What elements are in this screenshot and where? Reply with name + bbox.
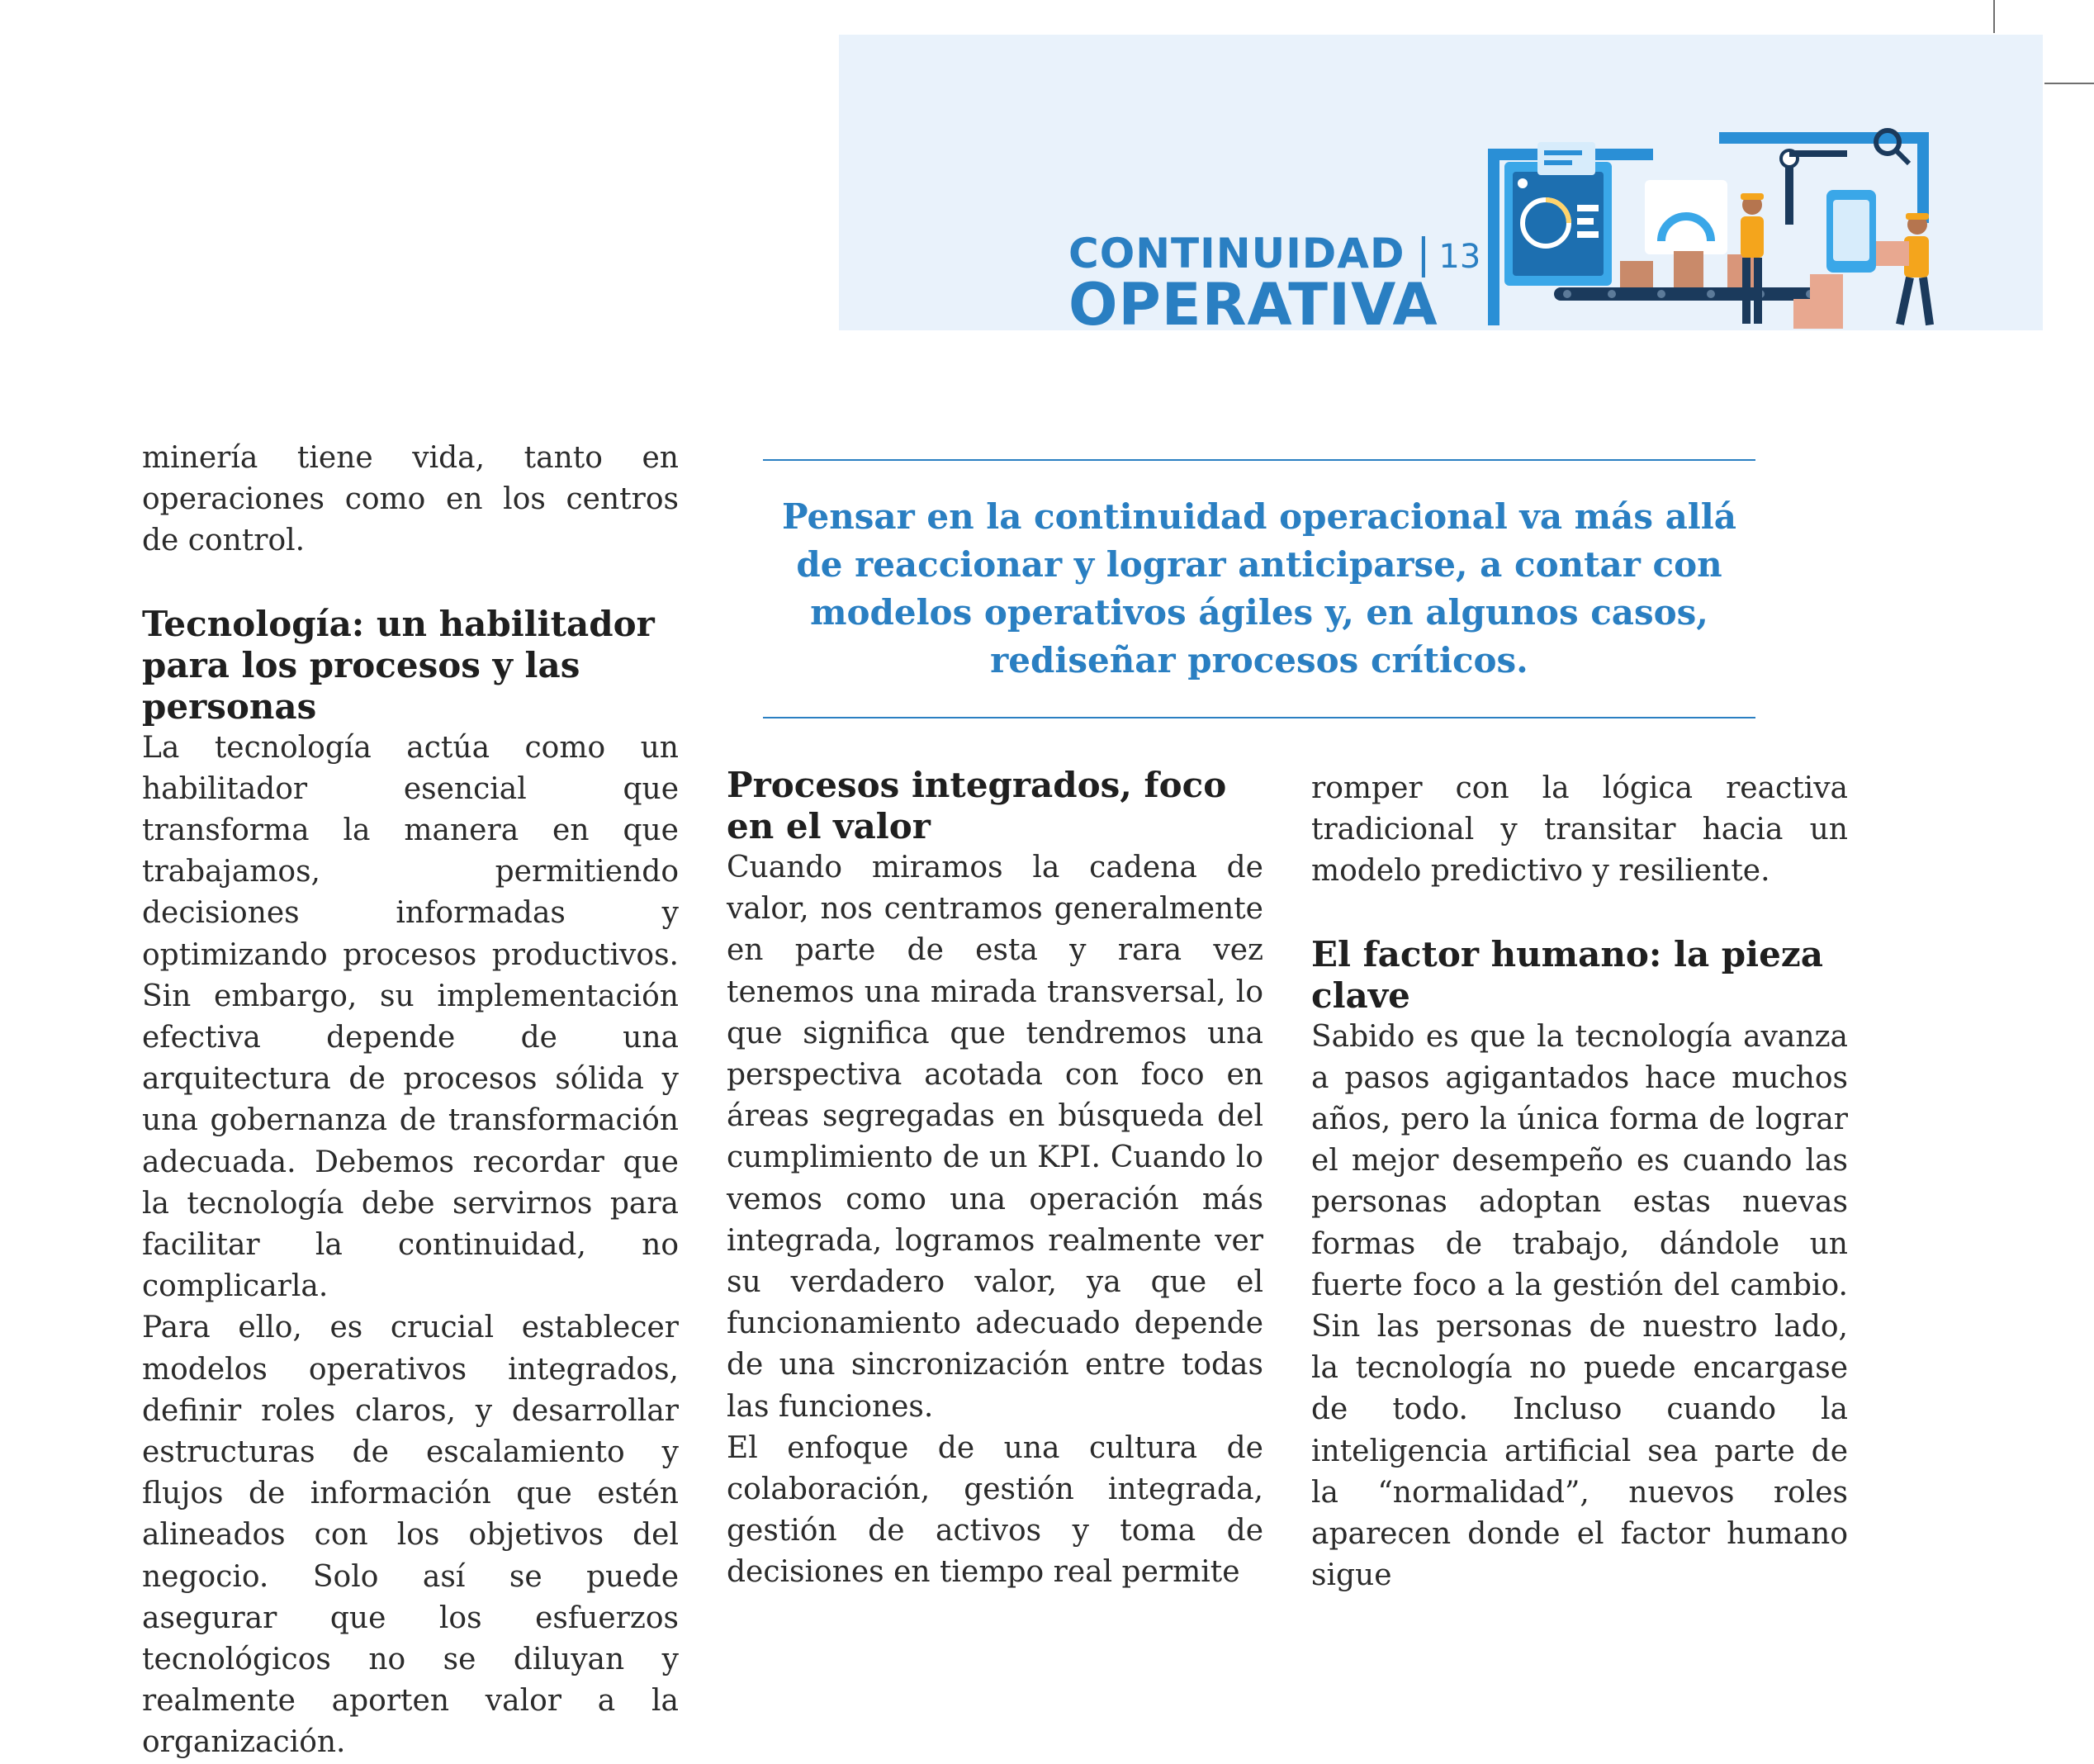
pull-quote-text: Pensar en la continuidad operacional va más allá de reaccionar y lograr anticiparse, a contar con modelos operativos ágiles y, en algunos casos, rediseñar procesos críticos. bbox=[782, 496, 1736, 680]
paragraph: La tecnología actúa como un habilitador esencial que transforma la manera en que trabajamos, permitiendo decisiones informadas y optimizando procesos productivos. Sin embargo, su implementación efectiva depende de una arquitectura de procesos sólida y una gobernanza de transformación adecuada. Debemos recordar que la tecnología debe servirnos para facilitar la continuidad, no complicarla. bbox=[142, 730, 679, 1304]
section-title-line1: CONTINUIDAD bbox=[1068, 230, 1405, 277]
heading-factor-humano: El factor humano: la pieza clave bbox=[1311, 933, 1823, 1016]
paragraph-intro: minería tiene vida, tanto en operaciones como en los centros de control. bbox=[142, 441, 679, 558]
section-title bbox=[1068, 230, 1481, 339]
paragraph: Para ello, es crucial establecer modelos operativos integrados, definir roles claros, y desarrollar estructuras de escalamiento y flujos de información que estén alineados con los objetivos del negocio. Solo así se puede asegurar que los esfuerzos tecnológicos no se diluyan y realmente aporten valor a la organización. bbox=[142, 1311, 679, 1760]
pull-quote bbox=[763, 459, 1755, 718]
crop-mark-horizontal bbox=[2044, 83, 2094, 84]
column-middle bbox=[727, 765, 1263, 1594]
section-banner bbox=[839, 35, 2043, 339]
column-right bbox=[1311, 768, 1848, 1596]
page-number: 13 bbox=[1438, 238, 1481, 276]
heading-procesos: Procesos integrados, foco en el valor bbox=[727, 765, 1227, 846]
title-separator: | bbox=[1416, 230, 1431, 277]
paragraph: El enfoque de una cultura de colaboración, gestión integrada, gestión de activos y toma de decisiones en tiempo real permite bbox=[727, 1430, 1263, 1590]
industrial-illustration bbox=[1488, 126, 1967, 330]
crop-mark-vertical bbox=[1993, 0, 1995, 33]
paragraph: Sabido es que la tecnología avanza a pasos agigantados hace muchos años, pero la única forma de lograr el mejor desempeño es cuando las personas adoptan estas nuevas formas de trabajo, dándole un fuerte foco a la gestión del cambio. Sin las personas de nuestro lado, la tecnología no puede encargase de todo. Incluso cuando la inteligencia artificial sea parte de la “normalidad”, nuevos roles aparecen donde el factor humano sigue bbox=[1311, 1019, 1848, 1593]
paragraph: Cuando miramos la cadena de valor, nos centramos generalmente en parte de esta y rara vez tenemos una mirada transversal, lo que significa que tendremos una perspectiva acotada con foco en áreas segregadas en búsqueda del cumplimiento de un KPI. Cuando lo vemos como una operación más integrada, logramos realmente ver su verdadero valor, ya que el funcionamiento adecuado depende de una sincronización entre todas las funciones. bbox=[727, 851, 1263, 1424]
heading-tecnologia: Tecnología: un habilitador para los procesos y las personas bbox=[142, 603, 655, 727]
section-title-line2: OPERATIVA bbox=[1068, 271, 1438, 339]
column-left bbox=[142, 438, 679, 1764]
paragraph: romper con la lógica reactiva tradicional y transitar hacia un modelo predictivo y resiliente. bbox=[1311, 771, 1848, 889]
